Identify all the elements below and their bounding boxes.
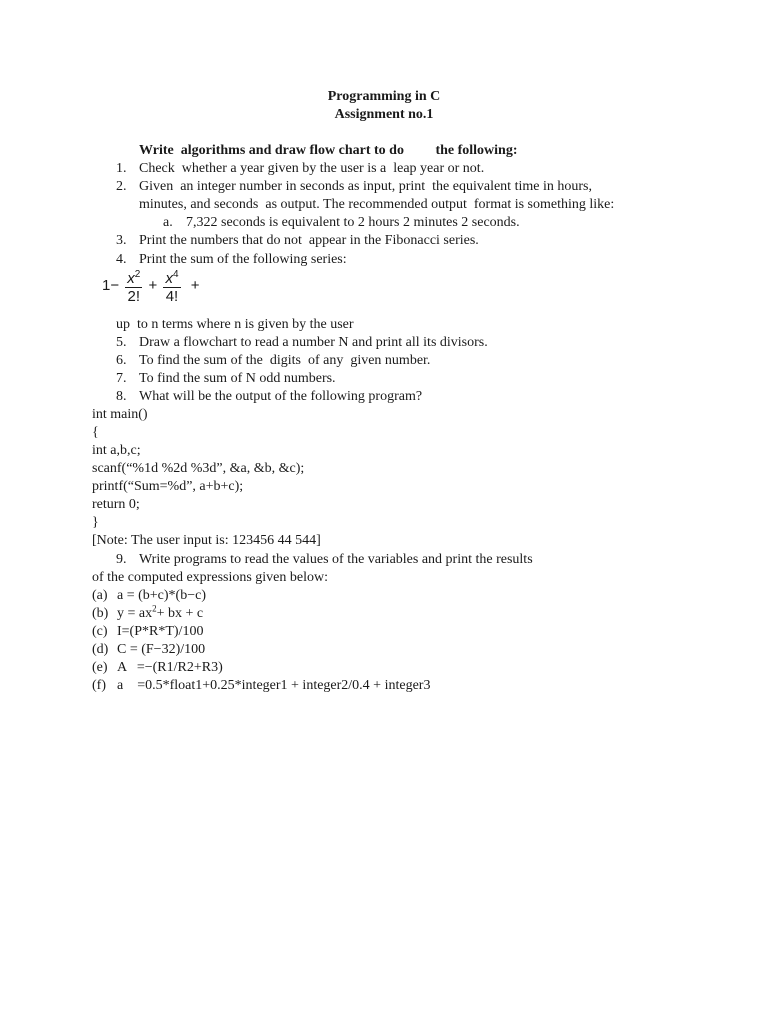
expression-label: (e) — [92, 660, 108, 675]
expression-label: (a) — [92, 588, 108, 603]
item-text: Check whether a year given by the user is a leap year or not. — [139, 161, 485, 176]
document-subtitle: Assignment no.1 — [334, 107, 434, 122]
item-text: What will be the output of the following program? — [139, 389, 423, 404]
item-text: To find the sum of N odd numbers. — [139, 371, 336, 386]
item-text: Print the numbers that do not appear in the Fibonacci series. — [139, 233, 479, 248]
item-text: Write programs to read the values of the variables and print the results — [139, 552, 533, 567]
expression-label: (c) — [92, 624, 108, 639]
code-line: int a,b,c; — [92, 443, 141, 458]
expression-label: (b) — [92, 606, 109, 621]
expression-text: A =−(R1/R2+R3) — [117, 660, 223, 675]
subitem-number: a. — [163, 215, 173, 230]
expression-text: I=(P*R*T)/100 — [117, 624, 204, 639]
formula-term-1 — [125, 266, 142, 305]
formula-term-2 — [163, 266, 180, 305]
item-number: 3. — [116, 233, 127, 248]
item-text-continued: of the computed expressions given below: — [92, 570, 329, 585]
expression-label: (d) — [92, 642, 109, 657]
item-text: Draw a flowchart to read a number N and print all its divisors. — [139, 335, 488, 350]
item-number: 6. — [116, 353, 127, 368]
subitem-text: 7,322 seconds is equivalent to 2 hours 2 minutes 2 seconds. — [186, 215, 520, 230]
series-formula — [102, 266, 199, 305]
expression-part: + bx + c — [156, 606, 204, 621]
item-number: 2. — [116, 179, 127, 194]
expression-text: C = (F−32)/100 — [117, 642, 206, 657]
expression-text — [117, 605, 203, 623]
expression-text: a =0.5*float1+0.25*integer1 + integer2/0.4 + integer3 — [117, 678, 431, 693]
item-number: 8. — [116, 389, 127, 404]
instruction-heading: Write algorithms and draw flow chart to do the following: — [139, 143, 518, 158]
formula-one: 1 — [102, 277, 111, 294]
expression-label: (f) — [92, 678, 106, 693]
expression-exponent: 2 — [152, 603, 157, 614]
item-text: To find the sum of the digits of any given number. — [139, 353, 431, 368]
term-1-exponent: 2 — [134, 269, 141, 280]
item-number: 5. — [116, 335, 127, 350]
code-line: { — [92, 425, 99, 440]
term-2-denominator: 4! — [165, 288, 179, 305]
code-line: printf(“Sum=%d”, a+b+c); — [92, 479, 244, 494]
item-text: Given an integer number in seconds as input, print the equivalent time in hours, — [139, 179, 592, 194]
term-2-exponent: 4 — [172, 269, 179, 280]
term-1-denominator: 2! — [127, 288, 141, 305]
formula-plus: + — [148, 277, 158, 294]
expression-text: a = (b+c)*(b−c) — [117, 588, 206, 603]
item-number: 4. — [116, 252, 127, 267]
item-number: 7. — [116, 371, 127, 386]
item-text-continued: minutes, and seconds as output. The recommended output format is something like: — [139, 197, 615, 212]
code-line: scanf(“%1d %2d %3d”, &a, &b, &c); — [92, 461, 305, 476]
term-2-variable: x — [165, 270, 173, 287]
document-title: Programming in C — [327, 89, 441, 104]
expression-part: y = ax — [117, 606, 153, 621]
formula-plus: + — [190, 277, 200, 294]
item-text: up to n terms where n is given by the user — [116, 317, 354, 332]
user-input-note: [Note: The user input is: 123456 44 544] — [92, 533, 321, 548]
code-line: } — [92, 515, 99, 530]
code-line: return 0; — [92, 497, 140, 512]
item-number: 9. — [116, 552, 127, 567]
term-1-variable: x — [127, 270, 135, 287]
item-number: 1. — [116, 161, 127, 176]
code-line: int main() — [92, 407, 148, 422]
item-text: Print the sum of the following series: — [139, 252, 347, 267]
formula-minus: − — [110, 277, 120, 294]
